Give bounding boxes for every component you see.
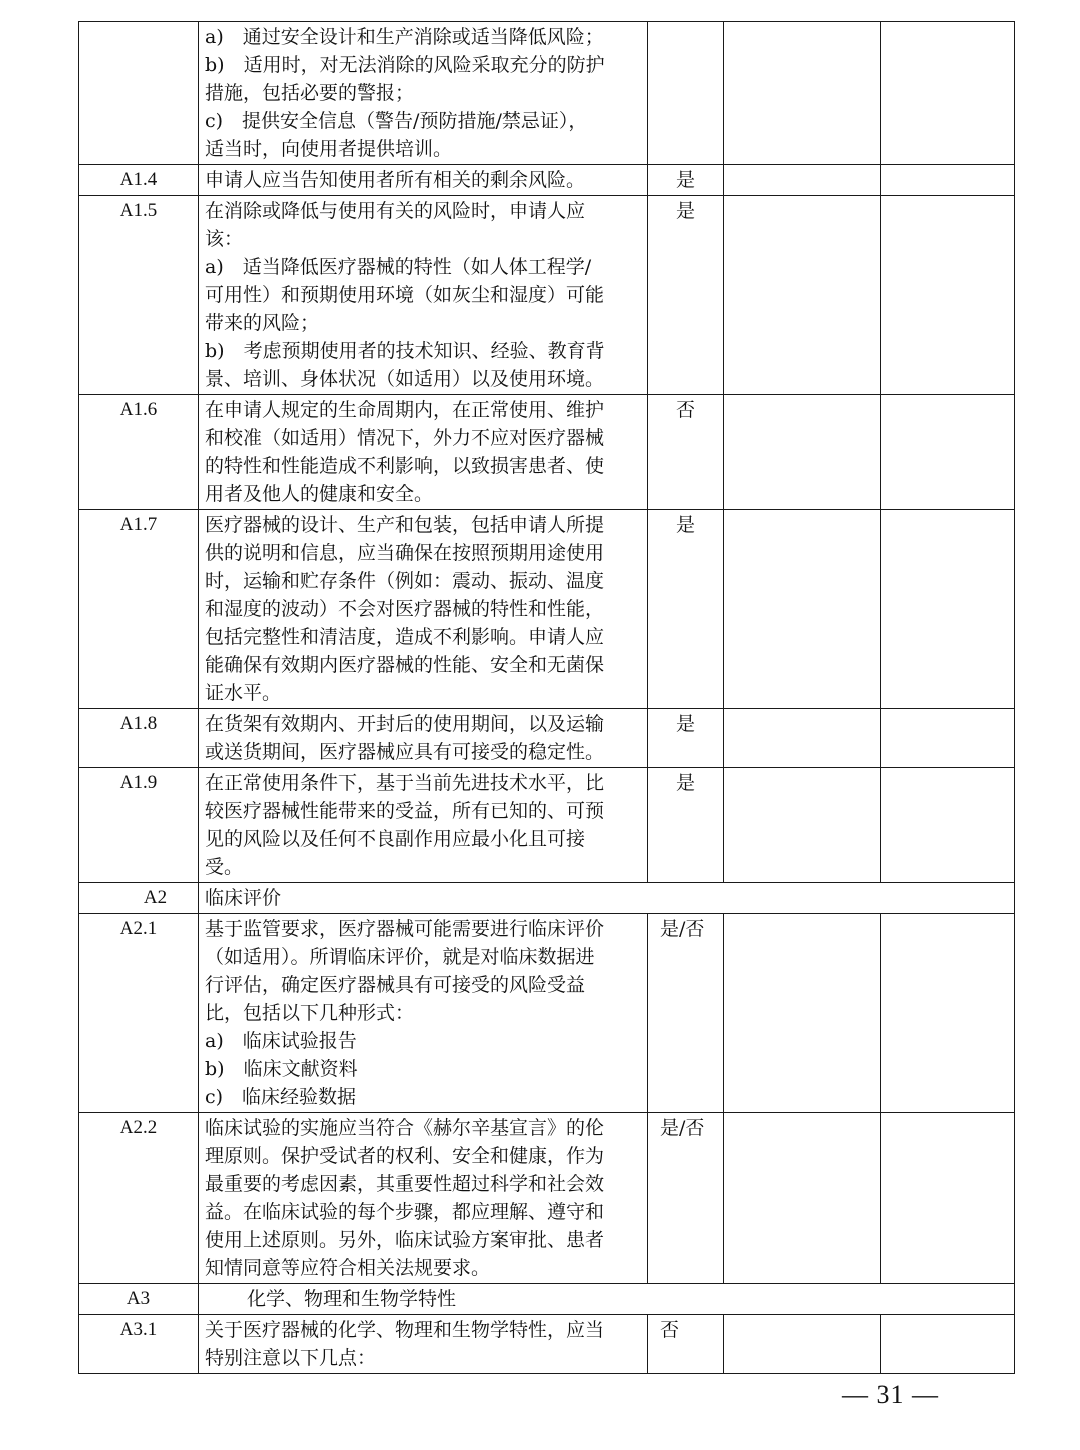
- requirement-line: 申请人应当告知使用者所有相关的剩余风险。: [205, 169, 586, 191]
- requirement-line: c) 提供安全信息（警告/预防措施/禁忌证），: [205, 110, 588, 132]
- requirement-line: 医疗器械的设计、生产和包装，包括申请人所提: [205, 514, 605, 536]
- section-code: A3: [79, 1284, 199, 1315]
- requirement-line: b) 考虑预期使用者的技术知识、经验、教育背: [205, 340, 605, 362]
- requirement-line: 包括完整性和清洁度，造成不利影响。申请人应: [205, 626, 605, 648]
- document-cell: [881, 22, 1015, 165]
- requirement-text: [199, 914, 648, 1113]
- requirement-line: 在正常使用条件下，基于当前先进技术水平，比: [205, 772, 605, 794]
- requirement-line: 该：: [205, 228, 244, 250]
- applicability-cell: 是: [648, 165, 724, 196]
- requirement-line: 景、培训、身体状况（如适用）以及使用环境。: [205, 368, 605, 390]
- method-cell: [724, 395, 881, 510]
- requirement-text: [199, 22, 648, 165]
- method-cell: [724, 196, 881, 395]
- table-body: [79, 22, 1015, 1374]
- requirement-line: 理原则。保护受试者的权利、安全和健康，作为: [205, 1145, 605, 1167]
- document-cell: [881, 510, 1015, 709]
- section-row: [79, 883, 1015, 914]
- document-cell: [881, 768, 1015, 883]
- table-row: [79, 196, 1015, 395]
- section-title: 化学、物理和生物学特性: [199, 1284, 1015, 1315]
- clause-code: A2.1: [79, 914, 199, 1113]
- requirement-line: 和校准（如适用）情况下，外力不应对医疗器械: [205, 427, 605, 449]
- requirement-line: 在消除或降低与使用有关的风险时，申请人应: [205, 200, 586, 222]
- document-cell: [881, 1315, 1015, 1374]
- clause-code: A1.6: [79, 395, 199, 510]
- requirement-line: 见的风险以及任何不良副作用应最小化且可接: [205, 828, 586, 850]
- requirement-line: 较医疗器械性能带来的受益，所有已知的、可预: [205, 800, 605, 822]
- applicability-cell: 是/否: [648, 914, 724, 1113]
- clause-code: A3.1: [79, 1315, 199, 1374]
- section-title: 临床评价: [199, 883, 1015, 914]
- requirement-line: 措施，包括必要的警报；: [205, 82, 415, 104]
- requirement-line: 最重要的考虑因素，其重要性超过科学和社会效: [205, 1173, 605, 1195]
- requirement-line: a) 适当降低医疗器械的特性（如人体工程学/: [205, 256, 592, 278]
- requirement-text: [199, 196, 648, 395]
- requirement-line: 基于监管要求，医疗器械可能需要进行临床评价: [205, 918, 605, 940]
- requirement-line: 的特性和性能造成不利影响，以致损害患者、使: [205, 455, 605, 477]
- applicability-cell: 是: [648, 510, 724, 709]
- document-cell: [881, 395, 1015, 510]
- table-row: [79, 1315, 1015, 1374]
- method-cell: [724, 165, 881, 196]
- method-cell: [724, 768, 881, 883]
- requirement-line: 知情同意等应符合相关法规要求。: [205, 1257, 491, 1279]
- table-row: [79, 22, 1015, 165]
- method-cell: [724, 709, 881, 768]
- table-row: [79, 395, 1015, 510]
- requirement-line: 或送货期间，医疗器械应具有可接受的稳定性。: [205, 741, 605, 763]
- requirement-line: b) 临床文献资料: [205, 1058, 358, 1080]
- requirements-table: [78, 21, 1015, 1374]
- requirement-line: 使用上述原则。另外，临床试验方案审批、患者: [205, 1229, 605, 1251]
- requirement-line: 临床试验的实施应当符合《赫尔辛基宣言》的伦: [205, 1117, 605, 1139]
- applicability-cell: 否: [648, 395, 724, 510]
- requirement-line: 特别注意以下几点：: [205, 1347, 377, 1369]
- applicability-cell: 是: [648, 196, 724, 395]
- requirement-text: [199, 1113, 648, 1284]
- requirement-line: b) 适用时，对无法消除的风险采取充分的防护: [205, 54, 605, 76]
- requirement-text: [199, 768, 648, 883]
- requirement-line: a) 通过安全设计和生产消除或适当降低风险；: [205, 26, 604, 48]
- table-row: [79, 709, 1015, 768]
- method-cell: [724, 510, 881, 709]
- clause-code: [79, 22, 199, 165]
- requirement-line: 时，运输和贮存条件（例如：震动、振动、温度: [205, 570, 605, 592]
- requirement-text: [199, 510, 648, 709]
- requirement-line: 关于医疗器械的化学、物理和生物学特性，应当: [205, 1319, 605, 1341]
- clause-code: A1.7: [79, 510, 199, 709]
- applicability-cell: 否: [648, 1315, 724, 1374]
- method-cell: [724, 1113, 881, 1284]
- page-number: — 31 —: [842, 1380, 939, 1409]
- applicability-cell: 是: [648, 709, 724, 768]
- requirement-text: [199, 395, 648, 510]
- method-cell: [724, 1315, 881, 1374]
- document-cell: [881, 914, 1015, 1113]
- requirement-line: 行评估，确定医疗器械具有可接受的风险受益: [205, 974, 586, 996]
- clause-code: A1.9: [79, 768, 199, 883]
- applicability-cell: [648, 22, 724, 165]
- requirement-line: 带来的风险；: [205, 312, 320, 334]
- requirement-text: [199, 709, 648, 768]
- requirement-line: 和湿度的波动）不会对医疗器械的特性和性能，: [205, 598, 605, 620]
- table-row: [79, 768, 1015, 883]
- requirement-line: （如适用）。所谓临床评价，就是对临床数据进: [205, 946, 595, 968]
- clause-code: A1.5: [79, 196, 199, 395]
- method-cell: [724, 22, 881, 165]
- table-row: [79, 165, 1015, 196]
- requirement-line: 在申请人规定的生命周期内，在正常使用、维护: [205, 399, 605, 421]
- requirement-line: a) 临床试验报告: [205, 1030, 357, 1052]
- requirement-line: 适当时，向使用者提供培训。: [205, 138, 453, 160]
- document-cell: [881, 196, 1015, 395]
- table-row: [79, 1113, 1015, 1284]
- section-code: A2: [79, 883, 199, 914]
- requirement-line: 益。在临床试验的每个步骤，都应理解、遵守和: [205, 1201, 605, 1223]
- clause-code: A1.8: [79, 709, 199, 768]
- requirement-line: 在货架有效期内、开封后的使用期间，以及运输: [205, 713, 605, 735]
- applicability-cell: 是/否: [648, 1113, 724, 1284]
- table-row: [79, 510, 1015, 709]
- requirement-line: 比，包括以下几种形式：: [205, 1002, 415, 1024]
- requirement-line: c) 临床经验数据: [205, 1086, 357, 1108]
- document-cell: [881, 165, 1015, 196]
- requirement-text: [199, 165, 648, 196]
- requirement-line: 用者及他人的健康和安全。: [205, 483, 434, 505]
- method-cell: [724, 914, 881, 1113]
- document-cell: [881, 1113, 1015, 1284]
- document-cell: [881, 709, 1015, 768]
- requirement-line: 可用性）和预期使用环境（如灰尘和湿度）可能: [205, 284, 605, 306]
- requirement-line: 受。: [205, 856, 244, 878]
- requirement-line: 能确保有效期内医疗器械的性能、安全和无菌保: [205, 654, 605, 676]
- clause-code: A2.2: [79, 1113, 199, 1284]
- table-row: [79, 914, 1015, 1113]
- requirement-line: 供的说明和信息，应当确保在按照预期用途使用: [205, 542, 605, 564]
- clause-code: A1.4: [79, 165, 199, 196]
- requirement-text: [199, 1315, 648, 1374]
- section-row: [79, 1284, 1015, 1315]
- requirement-line: 证水平。: [205, 682, 282, 704]
- applicability-cell: 是: [648, 768, 724, 883]
